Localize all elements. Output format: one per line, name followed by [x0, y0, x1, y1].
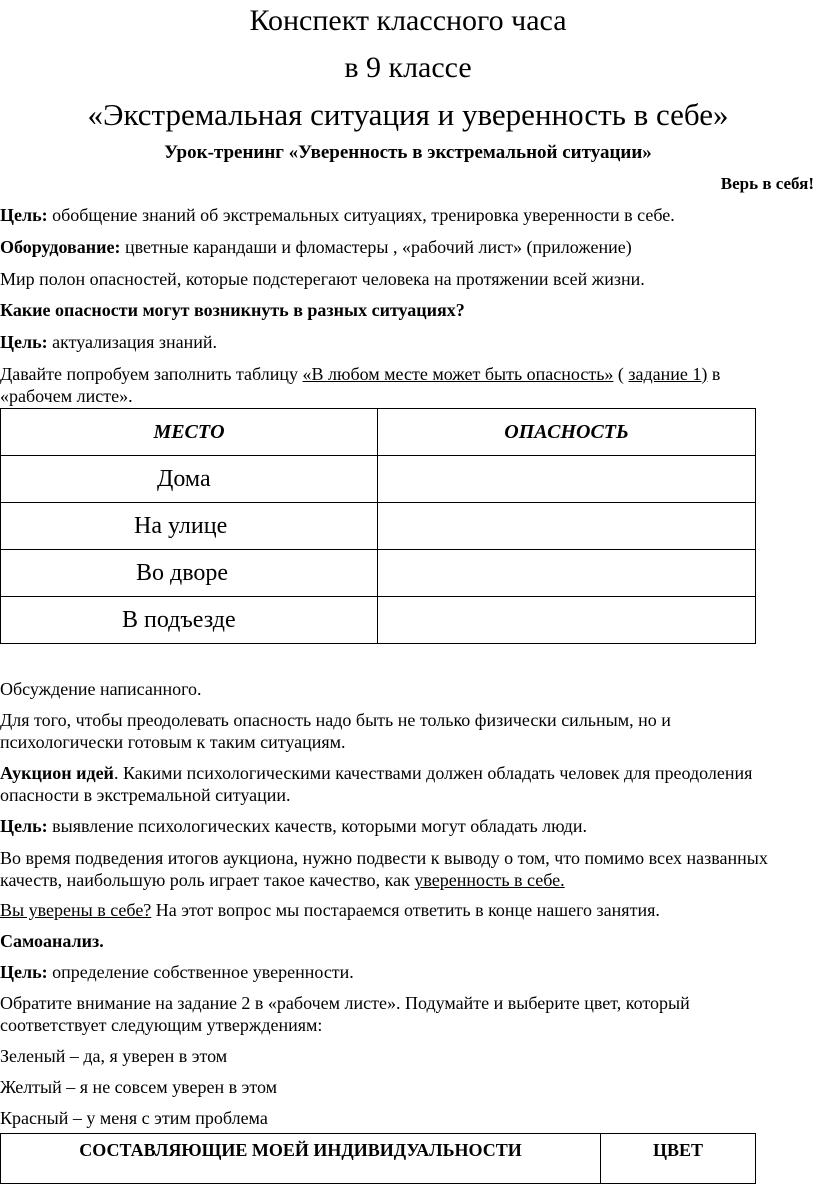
subtitle: Урок-тренинг «Уверенность в экстремальной ситуации» — [164, 142, 652, 163]
goal-2-label: Цель: — [0, 332, 48, 352]
confident-link[interactable]: Вы уверены в себе? — [0, 900, 152, 920]
table-row — [1, 597, 756, 644]
auction-label: Аукцион идей — [0, 763, 114, 783]
summary-line-1: Во время подведения итогов аукциона, нужно подвести к выводу о том, что помимо всех названных — [0, 848, 768, 868]
task-1-paren: ( — [613, 364, 629, 384]
overcome-line-1: Для того, чтобы преодолевать опасность надо быть не только физически сильным, но и — [0, 710, 671, 730]
goal-text: обобщение знаний об экстремальных ситуациях, тренировка уверенности в себе. — [47, 205, 675, 225]
header-danger: ОПАСНОСТЬ — [378, 409, 756, 456]
equipment-label: Оборудование: — [0, 237, 121, 257]
task-2-line-2: соответствует следующим утверждениям: — [0, 1015, 323, 1035]
discussion-paragraph: Обсуждение написанного. — [0, 679, 202, 699]
table-row — [1, 550, 756, 597]
confident-text: На этот вопрос мы постараемся ответить в конце нашего занятия. — [151, 900, 660, 920]
goal-3-paragraph — [0, 815, 587, 837]
color-red: Красный – у меня с этим проблема — [0, 1108, 268, 1128]
header-place: МЕСТО — [1, 409, 378, 456]
goal-4-paragraph — [0, 961, 354, 983]
goal-4-text: определение собственное уверенности. — [47, 962, 354, 982]
table-row — [1, 503, 756, 550]
cell-danger[interactable] — [378, 456, 756, 503]
cell-place — [1, 597, 378, 644]
cell-place — [1, 503, 378, 550]
self-analysis-text: Самоанализ. — [0, 931, 104, 951]
auction-text: . Какими психологическими качествами должен обладать человек для преодоления — [113, 763, 753, 783]
cell-danger[interactable] — [378, 503, 756, 550]
goal-label: Цель: — [0, 205, 48, 225]
equipment-paragraph — [0, 236, 632, 258]
goal-3-label: Цель: — [0, 816, 48, 836]
task-1-link[interactable]: задание 1) — [628, 364, 708, 384]
cell-danger[interactable] — [378, 597, 756, 644]
table-row — [1, 456, 756, 503]
task-1-after: в — [707, 364, 721, 384]
summary-line-2 — [0, 869, 565, 891]
auction-line-2: опасности в экстремальной ситуации. — [0, 785, 291, 805]
goal-3-text: выявление психологических качеств, которыми могут обладать люди. — [47, 816, 587, 836]
place-text: В подъезде — [122, 606, 236, 633]
task-1-paragraph — [0, 363, 720, 385]
confidence-link[interactable]: уверенность в себе. — [414, 870, 565, 890]
color-yellow: Желтый – я не совсем уверен в этом — [0, 1077, 278, 1097]
task-2-line-1: Обратите внимание на задание 2 в «рабочем листе». Подумайте и выберите цвет, который — [0, 993, 690, 1013]
goal-2-text: актуализация знаний. — [47, 332, 218, 352]
danger-table-header — [1, 409, 756, 456]
auction-paragraph — [0, 762, 752, 784]
color-green: Зеленый – да, я уверен в этом — [0, 1046, 228, 1066]
header-components: СОСТАВЛЯЮЩИЕ МОЕЙ ИНДИВИДУАЛЬНОСТИ — [1, 1134, 601, 1184]
cell-place — [1, 456, 378, 503]
title-line-3: «Экстремальная ситуация и уверенность в себе» — [87, 97, 729, 132]
equipment-text: цветные карандаши и фломастеры , «рабочий лист» (приложение) — [120, 237, 632, 257]
overcome-line-2: психологически готовым к таким ситуациям. — [0, 732, 346, 752]
motto: Верь в себя! — [720, 174, 814, 193]
task-1-text: Давайте попробуем заполнить таблицу — [0, 364, 303, 384]
place-text: На улице — [134, 512, 228, 539]
question-1-text: Какие опасности могут возникнуть в разных ситуациях? — [0, 300, 465, 320]
self-analysis-heading — [0, 930, 104, 952]
goal-4-label: Цель: — [0, 962, 48, 982]
header-color: ЦВЕТ — [601, 1134, 756, 1184]
goal-2-paragraph — [0, 331, 217, 353]
individuality-table — [0, 1133, 756, 1184]
danger-table — [0, 408, 756, 644]
title-line-2: в 9 классе — [344, 51, 472, 84]
place-text: Во дворе — [136, 559, 229, 586]
individuality-table-header — [1, 1134, 756, 1184]
goal-paragraph — [0, 204, 675, 226]
place-text: Дома — [157, 465, 211, 492]
intro-paragraph: Мир полон опасностей, которые подстерегают человека на протяжении всей жизни. — [0, 269, 645, 289]
title-line-1: Конспект классного часа — [249, 4, 567, 37]
confident-question — [0, 899, 660, 921]
cell-place — [1, 550, 378, 597]
question-1 — [0, 299, 465, 321]
task-1-line-2: «рабочем листе». — [0, 386, 133, 406]
task-1-table-link[interactable]: «В любом месте может быть опасность» — [302, 364, 614, 384]
cell-danger[interactable] — [378, 550, 756, 597]
summary-text: качеств, наибольшую роль играет такое качество, как — [0, 870, 415, 890]
